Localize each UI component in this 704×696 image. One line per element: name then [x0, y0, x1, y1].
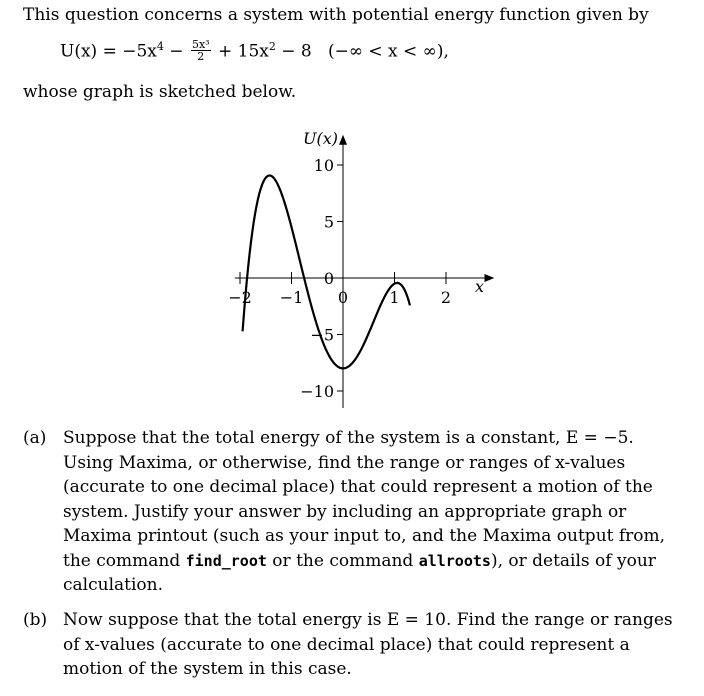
- y-tick-label-1: −5: [310, 325, 334, 345]
- formula-mid: + 15x: [212, 41, 269, 62]
- part-a-line-5: Maxima printout (such as your input to, and the Maxima output from,: [63, 526, 666, 546]
- formula-exp4: 4: [156, 40, 164, 53]
- x-axis-label: x: [474, 277, 484, 296]
- y-tick-label-2: 5: [323, 212, 334, 232]
- y-tick-label-0: −10: [300, 382, 334, 401]
- part-a-line-6-pre: the command: [63, 550, 186, 571]
- allroots-command: allroots: [418, 551, 491, 570]
- part-b-line-2: of x-values (accurate to one decimal place) that could represent a: [63, 634, 630, 655]
- part-a-line-4: system. Justify your answer by including an appropriate graph or: [63, 501, 627, 522]
- part-a-label: (a): [23, 428, 47, 448]
- fraction-numerator: 5x³: [191, 37, 210, 51]
- part-a-line-6: [63, 549, 683, 574]
- find-root-command: find_root: [185, 551, 267, 570]
- part-a-line-2: Using Maxima, or otherwise, find the range or ranges of x-values: [63, 452, 626, 473]
- part-b-label: (b): [23, 610, 48, 630]
- x-tick-label-2: 0: [337, 288, 349, 307]
- part-b-line-3: motion of the system in this case.: [63, 659, 352, 679]
- x-tick-label-1: −1: [279, 288, 304, 307]
- x-tick-label-0: −2: [228, 288, 252, 307]
- y-axis-label: U(x): [303, 129, 338, 148]
- part-a-line-6-post: ), or details of your: [490, 550, 656, 571]
- formula-exp2: 2: [268, 40, 276, 53]
- part-a-line-3: (accurate to one decimal place) that could represent a motion of the: [63, 477, 653, 497]
- part-b-text: [63, 608, 683, 682]
- fraction-denominator: 2: [197, 49, 205, 63]
- part-a-text: [63, 426, 683, 598]
- x-tick-label-4: 2: [440, 288, 452, 307]
- formula-domain: (−∞ < x < ∞),: [327, 41, 449, 62]
- formula-lhs: U(x) = −5x: [60, 41, 157, 62]
- intro-text: This question concerns a system with potential energy function given by: [23, 5, 649, 25]
- y-tick-label-3: 10: [313, 156, 334, 175]
- part-b-line-1: Now suppose that the total energy is E = 10. Find the range or ranges: [63, 610, 673, 630]
- formula-minus: −: [163, 41, 189, 62]
- graph-caption: whose graph is sketched below.: [23, 82, 297, 102]
- part-a-line-7: calculation.: [63, 575, 163, 595]
- part-a-line-1: Suppose that the total energy of the system is a constant, E = −5.: [63, 428, 634, 448]
- part-a-line-6-mid: or the command: [266, 550, 419, 571]
- x-tick-label-3: 1: [389, 288, 400, 307]
- formula-tail: − 8: [275, 41, 312, 62]
- y-zero-label: 0: [323, 269, 334, 288]
